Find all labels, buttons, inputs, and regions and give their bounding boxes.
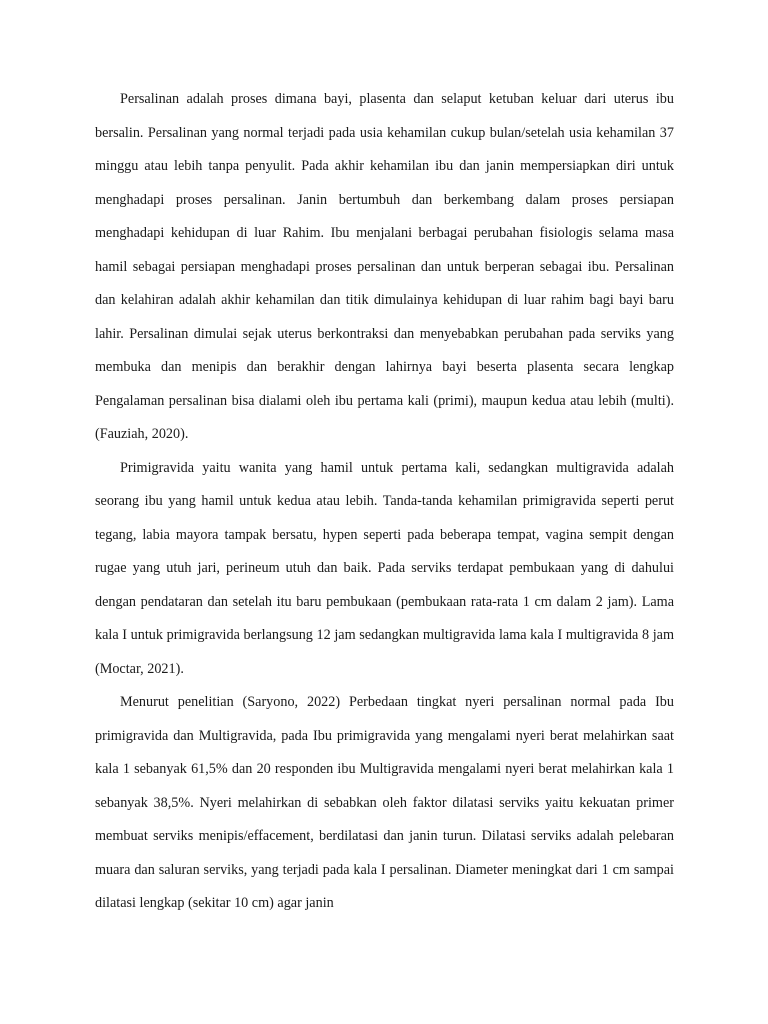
- paragraph-primigravida: Primigravida yaitu wanita yang hamil untuk pertama kali, sedangkan multigravida adalah seorang ibu yang hamil untuk kedua atau lebih. Tanda-tanda kehamilan primigravida seperti perut tegang, labia mayora tampak bersatu, hypen seperti pada beberapa tempat, vagina sempit dengan rugae yang utuh jari, perineum utuh dan baik. Pada serviks terdapat pembukaan yang di dahului dengan pendataran dan setelah itu baru pembukaan (pembukaan rata-rata 1 cm dalam 2 jam). Lama kala I untuk primigravida berlangsung 12 jam sedangkan multigravida lama kala I multigravida 8 jam (Moctar, 2021).: [95, 459, 674, 677]
- paragraph-persalinan: Persalinan adalah proses dimana bayi, plasenta dan selaput ketuban keluar dari uterus ibu bersalin. Persalinan yang normal terjadi pada usia kehamilan cukup bulan/setelah usia kehamilan 37 minggu atau lebih tanpa penyulit. Pada akhir kehamilan ibu dan janin mempersiapkan diri untuk menghadapi proses persalinan. Janin bertumbuh dan berkembang dalam proses persiapan menghadapi kehidupan di luar Rahim. Ibu menjalani berbagai perubahan fisiologis selama masa hamil sebagai persiapan menghadapi proses persalinan dan untuk berperan sebagai ibu. Persalinan dan kelahiran adalah akhir kehamilan dan titik dimulainya kehidupan di luar rahim bagi bayi baru lahir. Persalinan dimulai sejak uterus berkontraksi dan menyebabkan perubahan pada serviks yang membuka dan menipis dan berakhir dengan lahirnya bayi beserta plasenta secara lengkap Pengalaman persalinan bisa dialami oleh ibu pertama kali (primi), maupun kedua atau lebih (multi). (Fauziah, 2020).: [95, 91, 674, 442]
- paragraph-penelitian: Menurut penelitian (Saryono, 2022) Perbedaan tingkat nyeri persalinan normal pada Ibu primigravida dan Multigravida, pada Ibu primigravida yang mengalami nyeri berat melahirkan saat kala 1 sebanyak 61,5% dan 20 responden ibu Multigravida mengalami nyeri berat melahirkan kala 1 sebanyak 38,5%. Nyeri melahirkan di sebabkan oleh faktor dilatasi serviks yaitu kekuatan primer membuat serviks menipis/effacement, berdilatasi dan janin turun. Dilatasi serviks adalah pelebaran muara dan saluran serviks, yang terjadi pada kala I persalinan. Diameter meningkat dari 1 cm sampai dilatasi lengkap (sekitar 10 cm) agar janin: [95, 694, 674, 911]
- document-page: [95, 83, 674, 921]
